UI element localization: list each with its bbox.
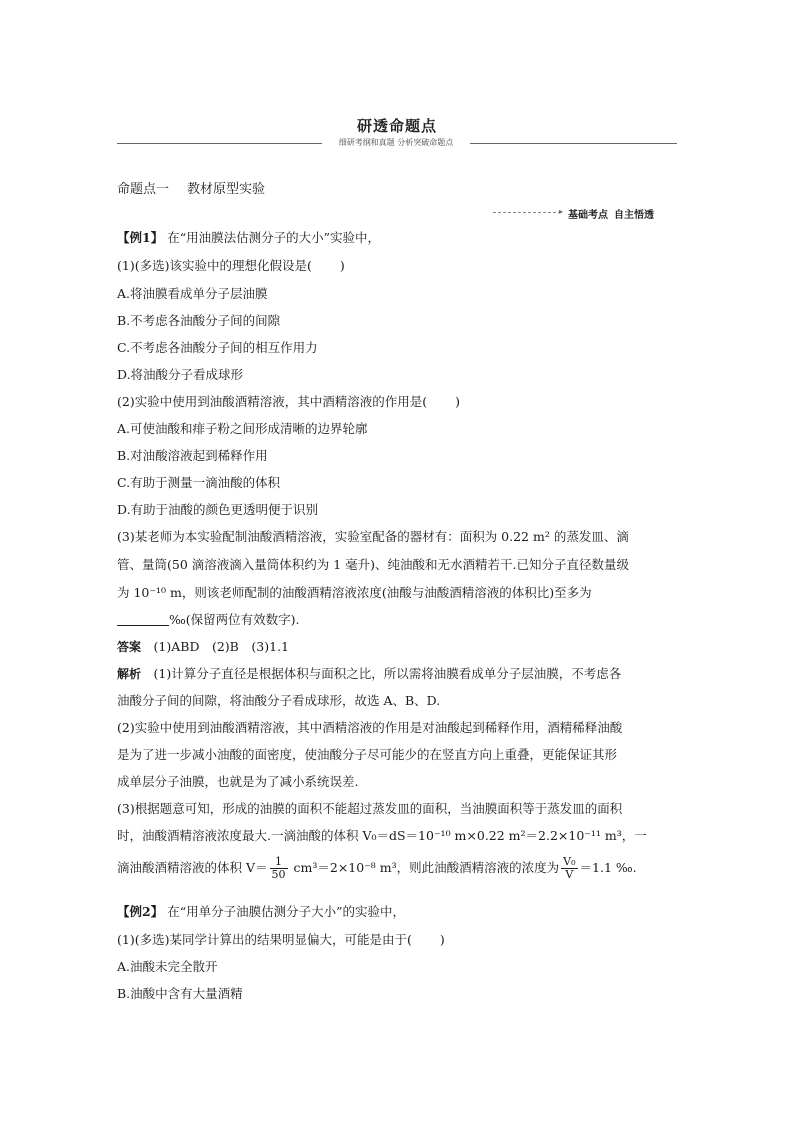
tag-dotted-line	[493, 212, 561, 213]
example1-q2-option-d: D.有助于油酸的颜色更透明便于识别	[117, 502, 319, 517]
example1-analysis-3a: (3)根据题意可知，形成的油膜的面积不能超过蒸发皿的面积，当油膜面积等于蒸发皿的面积	[117, 801, 623, 816]
answer-blank	[117, 613, 169, 626]
example1-q2-option-b: B.对油酸溶液起到稀释作用	[117, 448, 268, 463]
answer-label: 答案	[117, 640, 142, 654]
section-subtitle: 细研考纲和真题 分析突破命题点	[338, 138, 454, 147]
example2-q1: (1)(多选)某同学计算出的结果明显偏大，可能是由于( )	[117, 932, 445, 947]
example1-analysis-2a: (2)实验中使用到油酸酒精溶液，其中酒精溶液的作用是对油酸起到稀释作用，酒精稀释油酸	[117, 720, 623, 735]
example1-q3-line3: 为 10⁻¹⁰ m，则该老师配制的油酸酒精溶液浓度(油酸与油酸酒精溶液的体积比)至多为	[117, 585, 592, 600]
example1-analysis-3b: 时，油酸酒精溶液浓度最大.一滴油酸的体积 V₀＝dS＝10⁻¹⁰ m×0.22 m²＝2.2×10⁻¹¹ m³，一	[117, 828, 647, 843]
example1-q3-line2: 管、量筒(50 滴溶液滴入量筒体积约为 1 毫升)、纯油酸和无水酒精若干.已知分子直径数量级	[117, 557, 630, 572]
topic-name: 教材原型实验	[187, 182, 266, 197]
example1-analysis-1b: 油酸分子间的间隙，将油酸分子看成球形，故选 A、B、D.	[117, 693, 441, 708]
example1-q1-option-d: D.将油酸分子看成球形	[117, 367, 244, 382]
example2-q1-option-a: A.油酸未完全散开	[117, 959, 218, 974]
example2-stem-line	[117, 903, 405, 921]
example2-label: 【例2】	[117, 904, 164, 919]
tag-label	[568, 206, 654, 221]
example1-answer	[117, 638, 289, 656]
fraction-v0-v: $\frac{\text{V₀}}{V}$	[563, 855, 576, 881]
example1-analysis-1: 解析 (1)计算分子直径是根据体积与面积之比，所以需将油膜看成单分子层油膜，不考虑各	[117, 666, 622, 681]
example1-q3-line4: ‰(保留两位有效数字).	[117, 611, 300, 629]
example1-q1-option-a: A.将油膜看成单分子层油膜	[117, 286, 268, 301]
tag-part1: 基础考点	[568, 210, 608, 221]
example1-analysis-2c: 成单层分子油膜，也就是为了减小系统误差.	[117, 774, 359, 789]
title-rule-left	[117, 143, 322, 144]
answer-text: (1)ABD (2)B (3)1.1	[153, 639, 289, 654]
topic-heading	[117, 178, 265, 197]
topic-number: 命题点一	[117, 182, 170, 197]
example1-stem: 在“用油膜法估测分子的大小”实验中，	[167, 230, 380, 245]
example1-stem-line	[117, 229, 380, 247]
example1-q1-option-c: C.不考虑各油酸分子间的相互作用力	[117, 340, 318, 355]
example1-q2-option-c: C.有助于测量一滴油酸的体积	[117, 475, 281, 490]
example1-q2-option-a: A.可使油酸和痱子粉之间形成清晰的边界轮廓	[117, 421, 368, 436]
example2-stem: 在“用单分子油膜估测分子大小”的实验中，	[167, 904, 405, 919]
example1-q1-option-b: B.不考虑各油酸分子间的间隙	[117, 313, 281, 328]
example2-q1-option-b: B.油酸中含有大量酒精	[117, 986, 243, 1001]
arrow-right-icon: ▸	[559, 207, 564, 216]
title-rule-right	[470, 143, 677, 144]
example1-label: 【例1】	[117, 230, 164, 245]
example1-q1: (1)(多选)该实验中的理想化假设是( )	[117, 258, 345, 273]
fraction-1-50: $\frac{1}{50}$	[271, 855, 286, 881]
example1-q3-line1: (3)某老师为本实验配制油酸酒精溶液，实验室配备的器材有：面积为 0.22 m² 的蒸发皿、滴	[117, 529, 629, 544]
section-title: 研透命题点	[356, 117, 437, 135]
analysis-label: 解析	[117, 667, 142, 681]
tag-part2: 自主悟透	[614, 210, 654, 221]
example1-analysis-3c: 滴油酸酒精溶液的体积 V＝ $\frac{1}{50}$ cm³＝2×10⁻⁸ m³，则此油酸酒精溶液的浓度为 $\frac{\text{V₀}}{V}$ ＝1.1 ‰.	[117, 855, 637, 881]
example1-analysis-2b: 是为了进一步减小油酸的面密度，使油酸分子尽可能少的在竖直方向上重叠，更能保证其形	[117, 747, 618, 762]
example1-q2: (2)实验中使用到油酸酒精溶液，其中酒精溶液的作用是( )	[117, 394, 460, 409]
